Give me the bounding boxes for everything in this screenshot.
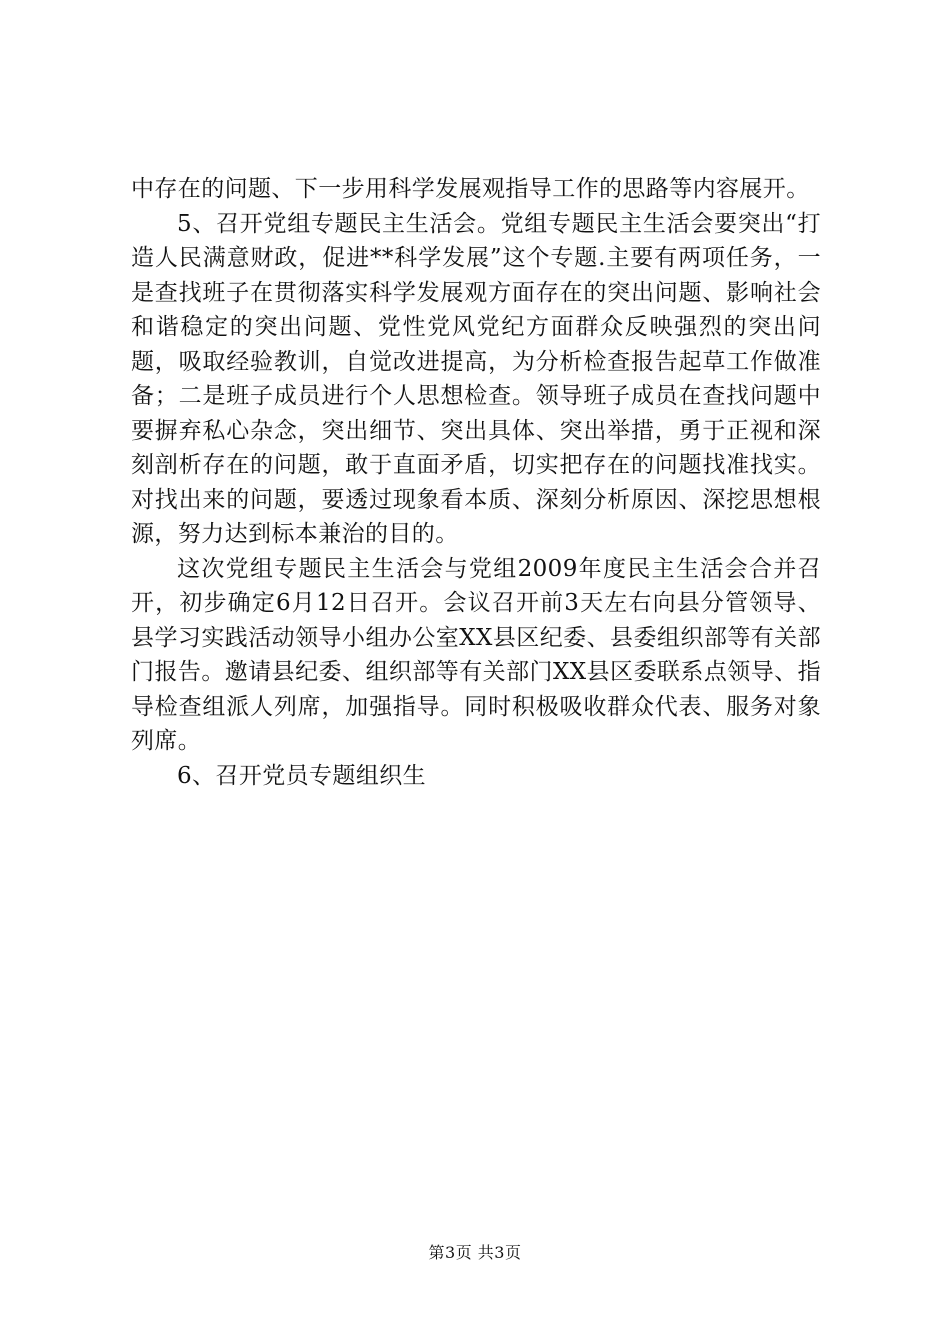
paragraph-item-6: 6、召开党员专题组织生 xyxy=(177,762,427,789)
paragraph-meeting-schedule: 这次党组专题民主生活会与党组2009年度民主生活会合并召开，初步确定6月12日召开。会议召开前3天左右向县分管领导、县学习实践活动领导小组办公室XX县区纪委、县委组织部等有关部门报告。邀请县纪委、组织部等有关部门XX县区委联系点领导、指导检查组派人列席，加强指导。同时积极吸收群众代表、服务对象列席。 xyxy=(131,555,821,754)
document-body xyxy=(131,172,821,793)
paragraph-continuation: 中存在的问题、下一步用科学发展观指导工作的思路等内容展开。 xyxy=(131,176,810,202)
page-footer: 第3页 共3页 xyxy=(428,1243,522,1262)
paragraph-item-5: 5、召开党组专题民主生活会。党组专题民主生活会要突出“打造人民满意财政，促进**科学发展”这个专题.主要有两项任务，一是查找班子在贯彻落实科学发展观方面存在的突出问题、影响社会和谐稳定的突出问题、党性党风党纪方面群众反映强烈的突出问题，吸取经验教训，自觉改进提高，为分析检查报告起草工作做准备；二是班子成员进行个人思想检查。领导班子成员在查找问题中要摒弃私心杂念，突出细节、突出具体、突出举措，勇于正视和深刻剖析存在的问题，敢于直面矛盾，切实把存在的问题找准找实。对找出来的问题，要透过现象看本质、深刻分析原因、深挖思想根源，努力达到标本兼治的目的。 xyxy=(131,210,821,547)
